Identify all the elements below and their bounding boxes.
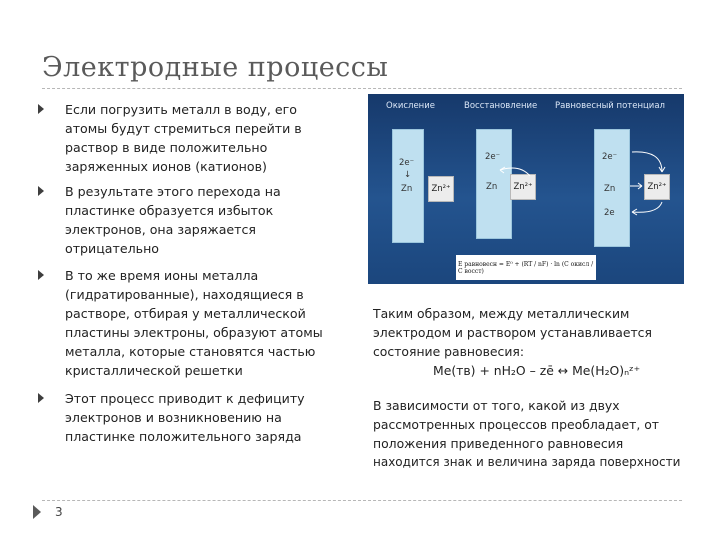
- zinc-ion-box: Zn²⁺: [510, 174, 536, 200]
- paragraph-line: находится знак и величина заряда поверхности: [373, 455, 681, 469]
- diagram-header-equilibrium: Равновесный потенциал: [555, 101, 665, 111]
- bullet-arrow-icon: [38, 270, 44, 280]
- paragraph-line: В зависимости от того, какой из двух: [373, 398, 620, 413]
- paragraph-line: состояние равновесия:: [373, 344, 525, 359]
- paragraph-line: Таким образом, между металлическим: [373, 306, 630, 321]
- paragraph-line: положения приведенного равновесия: [373, 436, 624, 451]
- arrow-down-icon: ↓: [404, 170, 412, 180]
- nernst-formula: E равновесн = E⁰ + (RT / nF) · ln (C окисл / C восст): [456, 255, 596, 280]
- diagram-header-reduction: Восстановление: [464, 101, 538, 111]
- zinc-label: Zn: [604, 184, 616, 194]
- paragraph-line: электродом и раствором устанавливается: [373, 325, 652, 340]
- equilibrium-arrows-icon: [618, 146, 678, 218]
- equilibrium-paragraph: [373, 304, 652, 380]
- zinc-label: Zn: [486, 182, 498, 192]
- curved-arrow-icon: [490, 162, 540, 186]
- page-number: 3: [55, 505, 63, 519]
- bullet-text: Если погрузить металл в воду, его атомы будут стремиться перейти в раствор в виде положительно заряженных ионов (катионов): [65, 102, 302, 174]
- bullet-arrow-icon: [38, 393, 44, 403]
- equilibrium-equation: Me(тв) + nH₂O – zē ↔ Me(H₂O)ₙᶻ⁺: [433, 363, 641, 378]
- page-corner-icon: [33, 505, 41, 519]
- title-divider: [42, 88, 682, 89]
- bullet-arrow-icon: [38, 104, 44, 114]
- electron-label: 2e⁻: [602, 152, 618, 162]
- electron-label: 2e: [604, 208, 615, 218]
- electrode-diagram: [368, 94, 684, 284]
- bullet-text: В результате этого перехода на пластинке образуется избыток электронов, она заряжается отрицательно: [65, 184, 281, 256]
- dependence-paragraph: [373, 396, 680, 472]
- bullet-text: Этот процесс приводит к дефициту электронов и возникновению на пластинке положительного заряда: [65, 391, 305, 444]
- diagram-header-oxidation: Окисление: [386, 101, 435, 111]
- bullet-text: В то же время ионы металла (гидратированные), находящиеся в растворе, отбирая у металлической пластины электроны, образуют атомы металла, которые становятся частью кристаллической решетки: [65, 268, 323, 378]
- zinc-ion-box: Zn²⁺: [644, 174, 670, 200]
- electrode-plate: [392, 129, 424, 243]
- bullet-arrow-icon: [38, 186, 44, 196]
- zinc-label: Zn: [401, 184, 413, 194]
- electron-label: 2e⁻: [485, 152, 501, 162]
- zinc-ion-box: Zn²⁺: [428, 176, 454, 202]
- electron-label: 2e⁻: [399, 158, 415, 168]
- footer-divider: [42, 500, 682, 501]
- slide-title: Электродные процессы: [42, 52, 389, 83]
- paragraph-line: рассмотренных процессов преобладает, от: [373, 417, 660, 432]
